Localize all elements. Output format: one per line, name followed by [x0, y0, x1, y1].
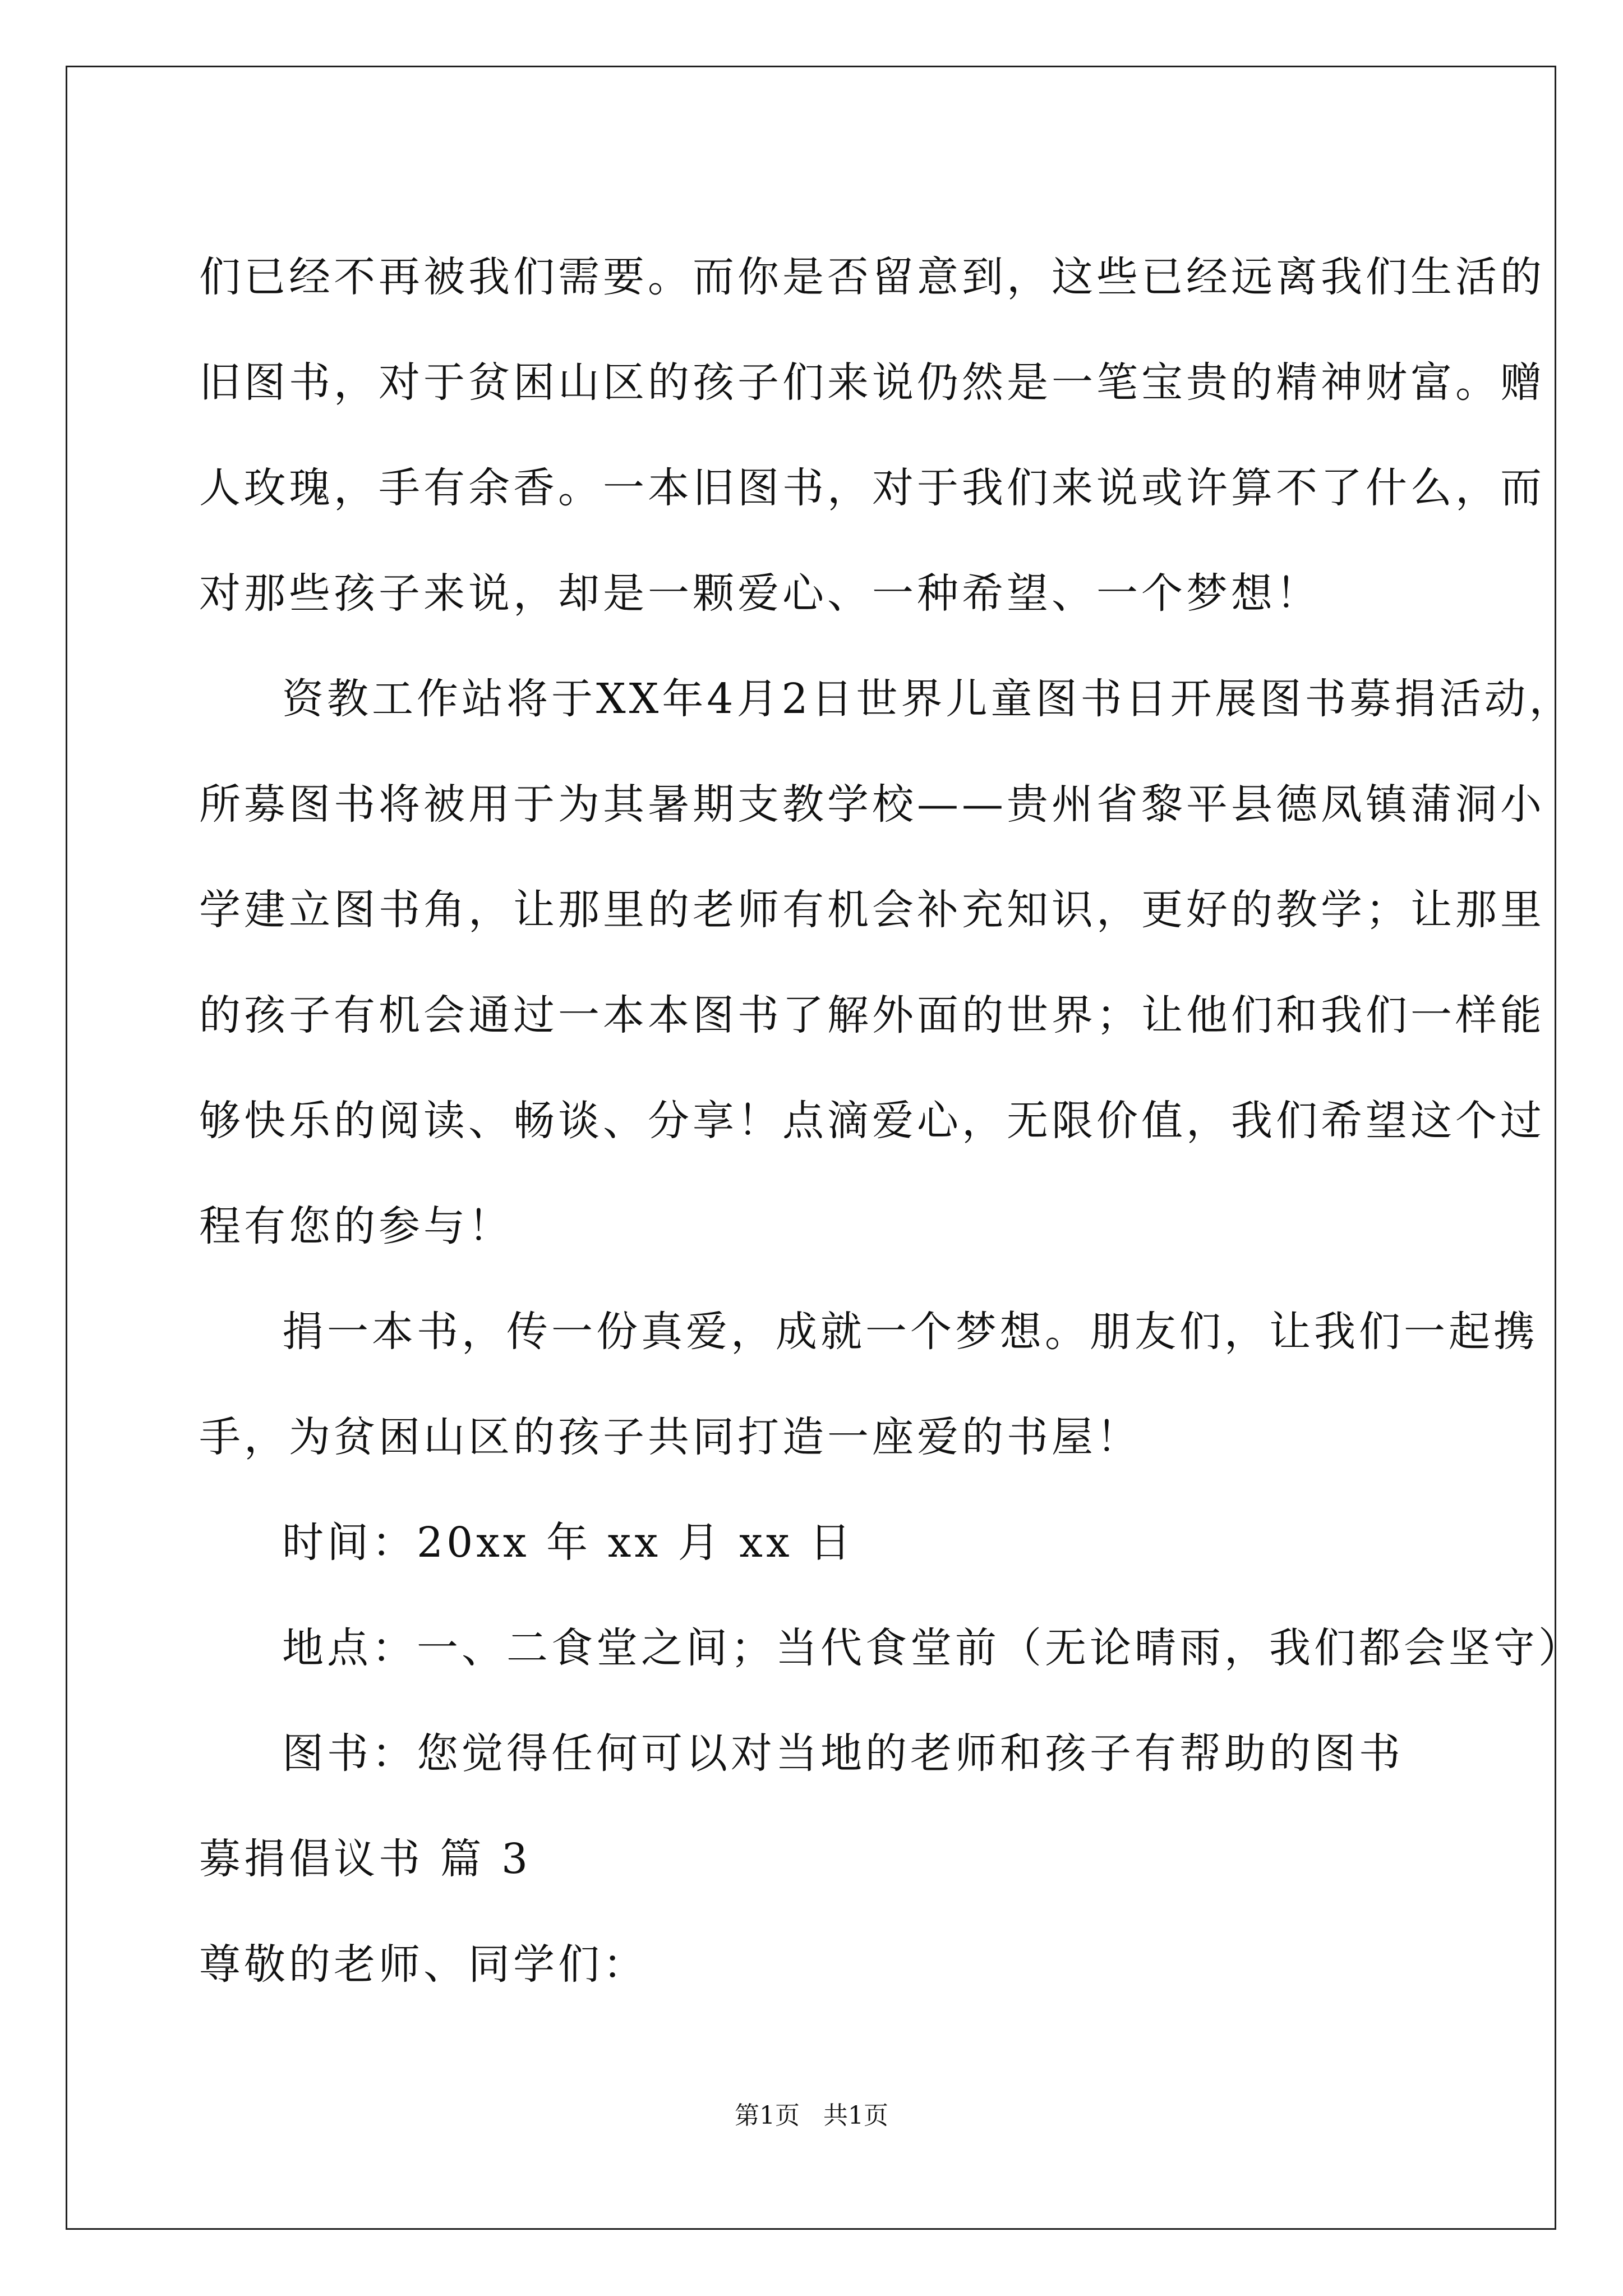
- paragraph-line: 们已经不再被我们需要。而你是否留意到，这些已经远离我们生活的: [199, 253, 1545, 301]
- paragraph-line: 人玫瑰，手有余香。一本旧图书，对于我们来说或许算不了什么，而: [199, 464, 1545, 512]
- paragraph-line: 够快乐的阅读、畅谈、分享！点滴爱心，无限价值，我们希望这个过: [199, 1097, 1545, 1145]
- page-footer: 第1页 共1页: [735, 2101, 888, 2130]
- paragraph-line: 的孩子有机会通过一本本图书了解外面的世界；让他们和我们一样能: [199, 991, 1545, 1039]
- document-body: [199, 224, 1583, 2017]
- paragraph-line: 捐一本书，传一份真爱，成就一个梦想。朋友们，让我们一起携: [282, 1308, 1538, 1356]
- paragraph-line: 手，为贫困山区的孩子共同打造一座爱的书屋！: [199, 1413, 1141, 1461]
- location-line: 地点：一、二食堂之间；当代食堂前（无论晴雨，我们都会坚守）: [282, 1624, 1583, 1672]
- salutation: 尊敬的老师、同学们：: [199, 1940, 648, 1989]
- section-heading: 募捐倡议书 篇 3: [199, 1835, 532, 1883]
- paragraph-line: 所募图书将被用于为其暑期支教学校——贵州省黎平县德凤镇蒲洞小: [199, 780, 1545, 829]
- time-line: 时间：20xx 年 xx 月 xx 日: [282, 1519, 855, 1567]
- paragraph-line: 对那些孩子来说，却是一颗爱心、一种希望、一个梦想！: [199, 569, 1321, 618]
- books-line: 图书：您觉得任何可以对当地的老师和孩子有帮助的图书: [282, 1729, 1404, 1778]
- paragraph-line: 程有您的参与！: [199, 1202, 513, 1250]
- paragraph-line: 旧图书，对于贫困山区的孩子们来说仍然是一笔宝贵的精神财富。赠: [199, 358, 1545, 407]
- paragraph-line: 学建立图书角，让那里的老师有机会补充知识，更好的教学；让那里: [199, 886, 1545, 934]
- paragraph-line: 资教工作站将于XX年4月2日世界儿童图书日开展图书募捐活动，: [282, 675, 1574, 723]
